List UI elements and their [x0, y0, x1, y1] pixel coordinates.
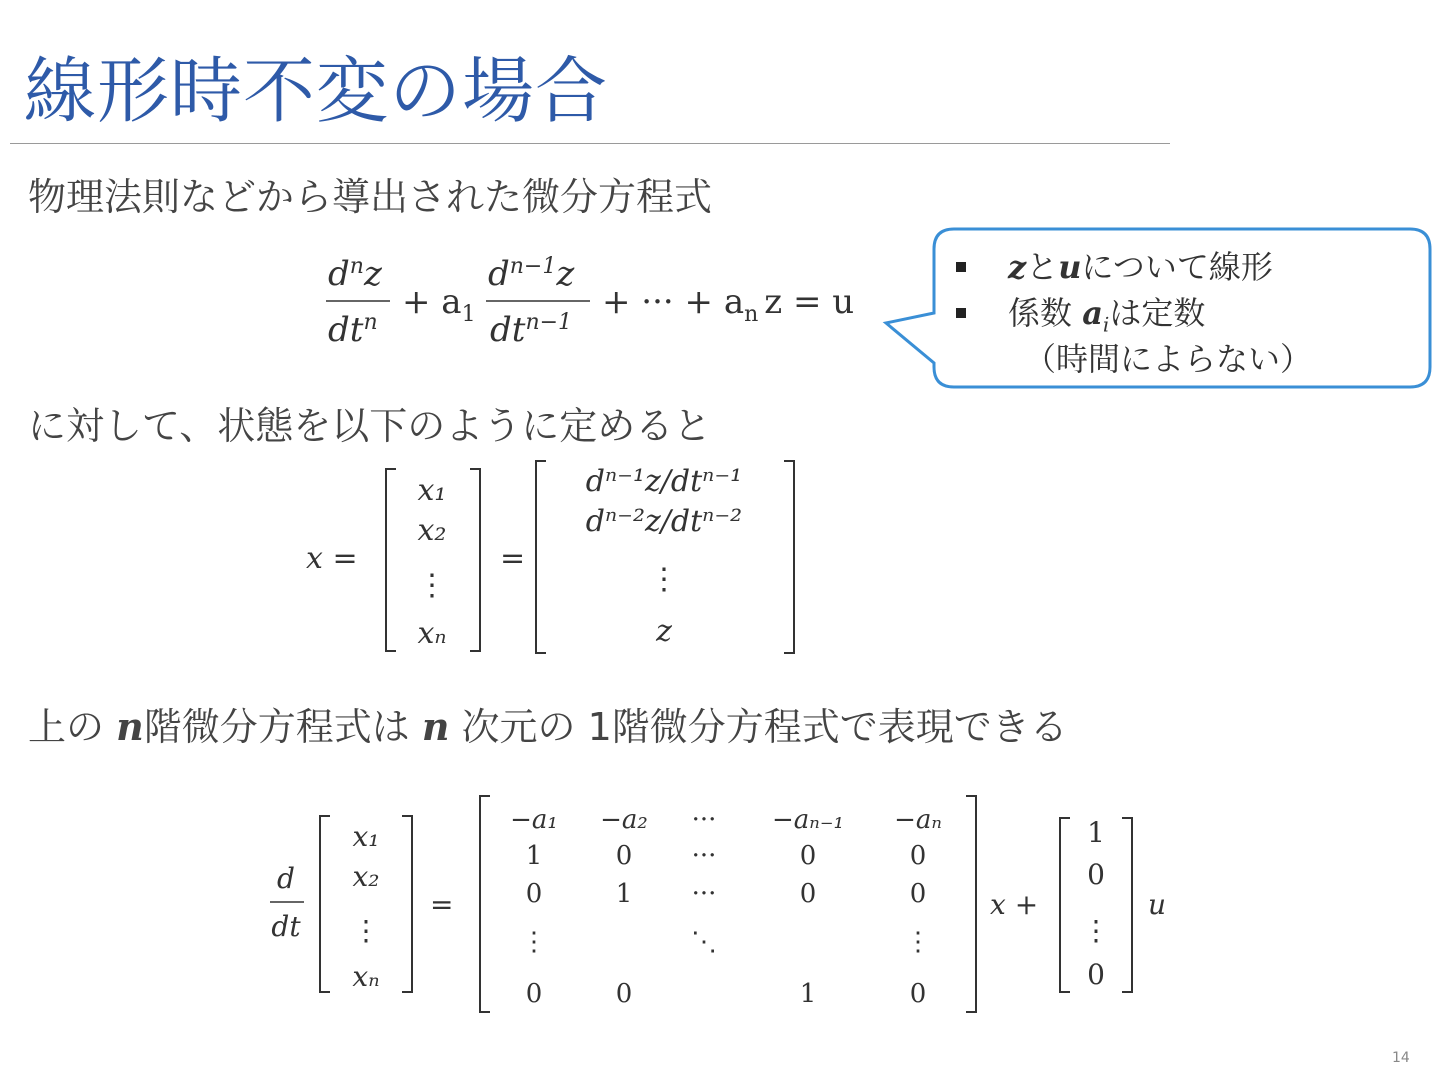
- page-number: 14: [1392, 1050, 1410, 1066]
- svg-text:u: u: [1148, 888, 1167, 921]
- svg-text:xₙ: xₙ: [352, 960, 380, 993]
- slide-title: 線形時不変の場合: [24, 49, 609, 133]
- matrix-cell: 0: [909, 979, 927, 1009]
- svg-text:dnz: $d^nz$: [328, 254, 382, 294]
- matrix-cell: −aₙ₋₁: [772, 805, 844, 835]
- matrix-cell: −aₙ: [894, 805, 942, 835]
- matrix-cell: 1: [525, 841, 543, 871]
- svg-text:x =: x =: [306, 541, 358, 576]
- matrix-cell: −a₂: [600, 805, 648, 835]
- matrix-cell: 1: [799, 979, 817, 1009]
- svg-text:+ ··· + anz = u: + ··· + $a_n$ z = u: [602, 282, 855, 327]
- svg-text:dⁿ⁻²z/dtⁿ⁻²: dⁿ⁻²z/dtⁿ⁻²: [585, 504, 743, 539]
- intro-text: 物理法則などから導出された微分方程式: [28, 175, 713, 219]
- matrix-cell: 1: [615, 879, 633, 909]
- first-order-text: 上の n階微分方程式は n 次元の 1階微分方程式で表現できる: [28, 704, 1068, 749]
- matrix-cell: ···: [691, 879, 717, 909]
- svg-text:d: d: [277, 862, 295, 895]
- svg-text:dⁿ⁻¹z/dtⁿ⁻¹: dⁿ⁻¹z/dtⁿ⁻¹: [585, 464, 743, 499]
- matrix-cell: ···: [691, 805, 717, 835]
- state-vector-equation: [300, 455, 810, 665]
- svg-text:dtn−1: $dt^{n-1}$: [490, 310, 573, 350]
- matrix-cell: 0: [525, 879, 543, 909]
- state-definition-text: に対して、状態を以下のように定めると: [28, 404, 712, 448]
- title-divider: [10, 143, 1170, 144]
- svg-text:=: =: [430, 888, 454, 921]
- svg-text:x₁: x₁: [352, 820, 380, 853]
- svg-text:⋮: ⋮: [649, 562, 679, 597]
- svg-text:dtn: $dt^n$: [328, 310, 378, 350]
- matrix-cell: 0: [909, 879, 927, 909]
- bullet-square-icon: [956, 308, 966, 318]
- svg-text:x +: x +: [990, 888, 1039, 921]
- svg-text:xₙ: xₙ: [417, 616, 447, 651]
- matrix-cell: 0: [615, 979, 633, 1009]
- state-space-equation: [262, 790, 1182, 1020]
- svg-text:0: 0: [1087, 958, 1105, 991]
- svg-text:dt: dt: [271, 910, 301, 943]
- system-matrix: [510, 805, 942, 1009]
- matrix-cell: ⋮: [905, 927, 931, 957]
- svg-text:dn−1z: $d^{n-1}z$: [488, 254, 575, 294]
- matrix-cell: 0: [615, 841, 633, 871]
- svg-text:x₁: x₁: [417, 473, 447, 508]
- matrix-cell: −a₁: [510, 805, 558, 835]
- matrix-cell: ⋮: [521, 927, 547, 957]
- matrix-cell: ···: [691, 841, 717, 871]
- svg-text:=: =: [500, 541, 526, 576]
- bullet-square-icon: [956, 262, 966, 272]
- svg-text:0: 0: [1087, 858, 1105, 891]
- ode-equation: [320, 245, 890, 355]
- svg-text:x₂: x₂: [352, 860, 380, 893]
- svg-text:1: 1: [1087, 816, 1105, 849]
- matrix-cell: 0: [909, 841, 927, 871]
- svg-text:+ a1: + $a_1$: [402, 282, 476, 327]
- matrix-cell: 0: [799, 879, 817, 909]
- svg-text:⋮: ⋮: [1082, 914, 1110, 947]
- svg-text:z: z: [656, 614, 672, 649]
- matrix-cell: ⋱: [691, 927, 717, 957]
- svg-text:⋮: ⋮: [417, 568, 447, 603]
- matrix-cell: 0: [525, 979, 543, 1009]
- svg-text:x₂: x₂: [417, 513, 447, 548]
- matrix-cell: 0: [799, 841, 817, 871]
- svg-text:⋮: ⋮: [352, 914, 380, 947]
